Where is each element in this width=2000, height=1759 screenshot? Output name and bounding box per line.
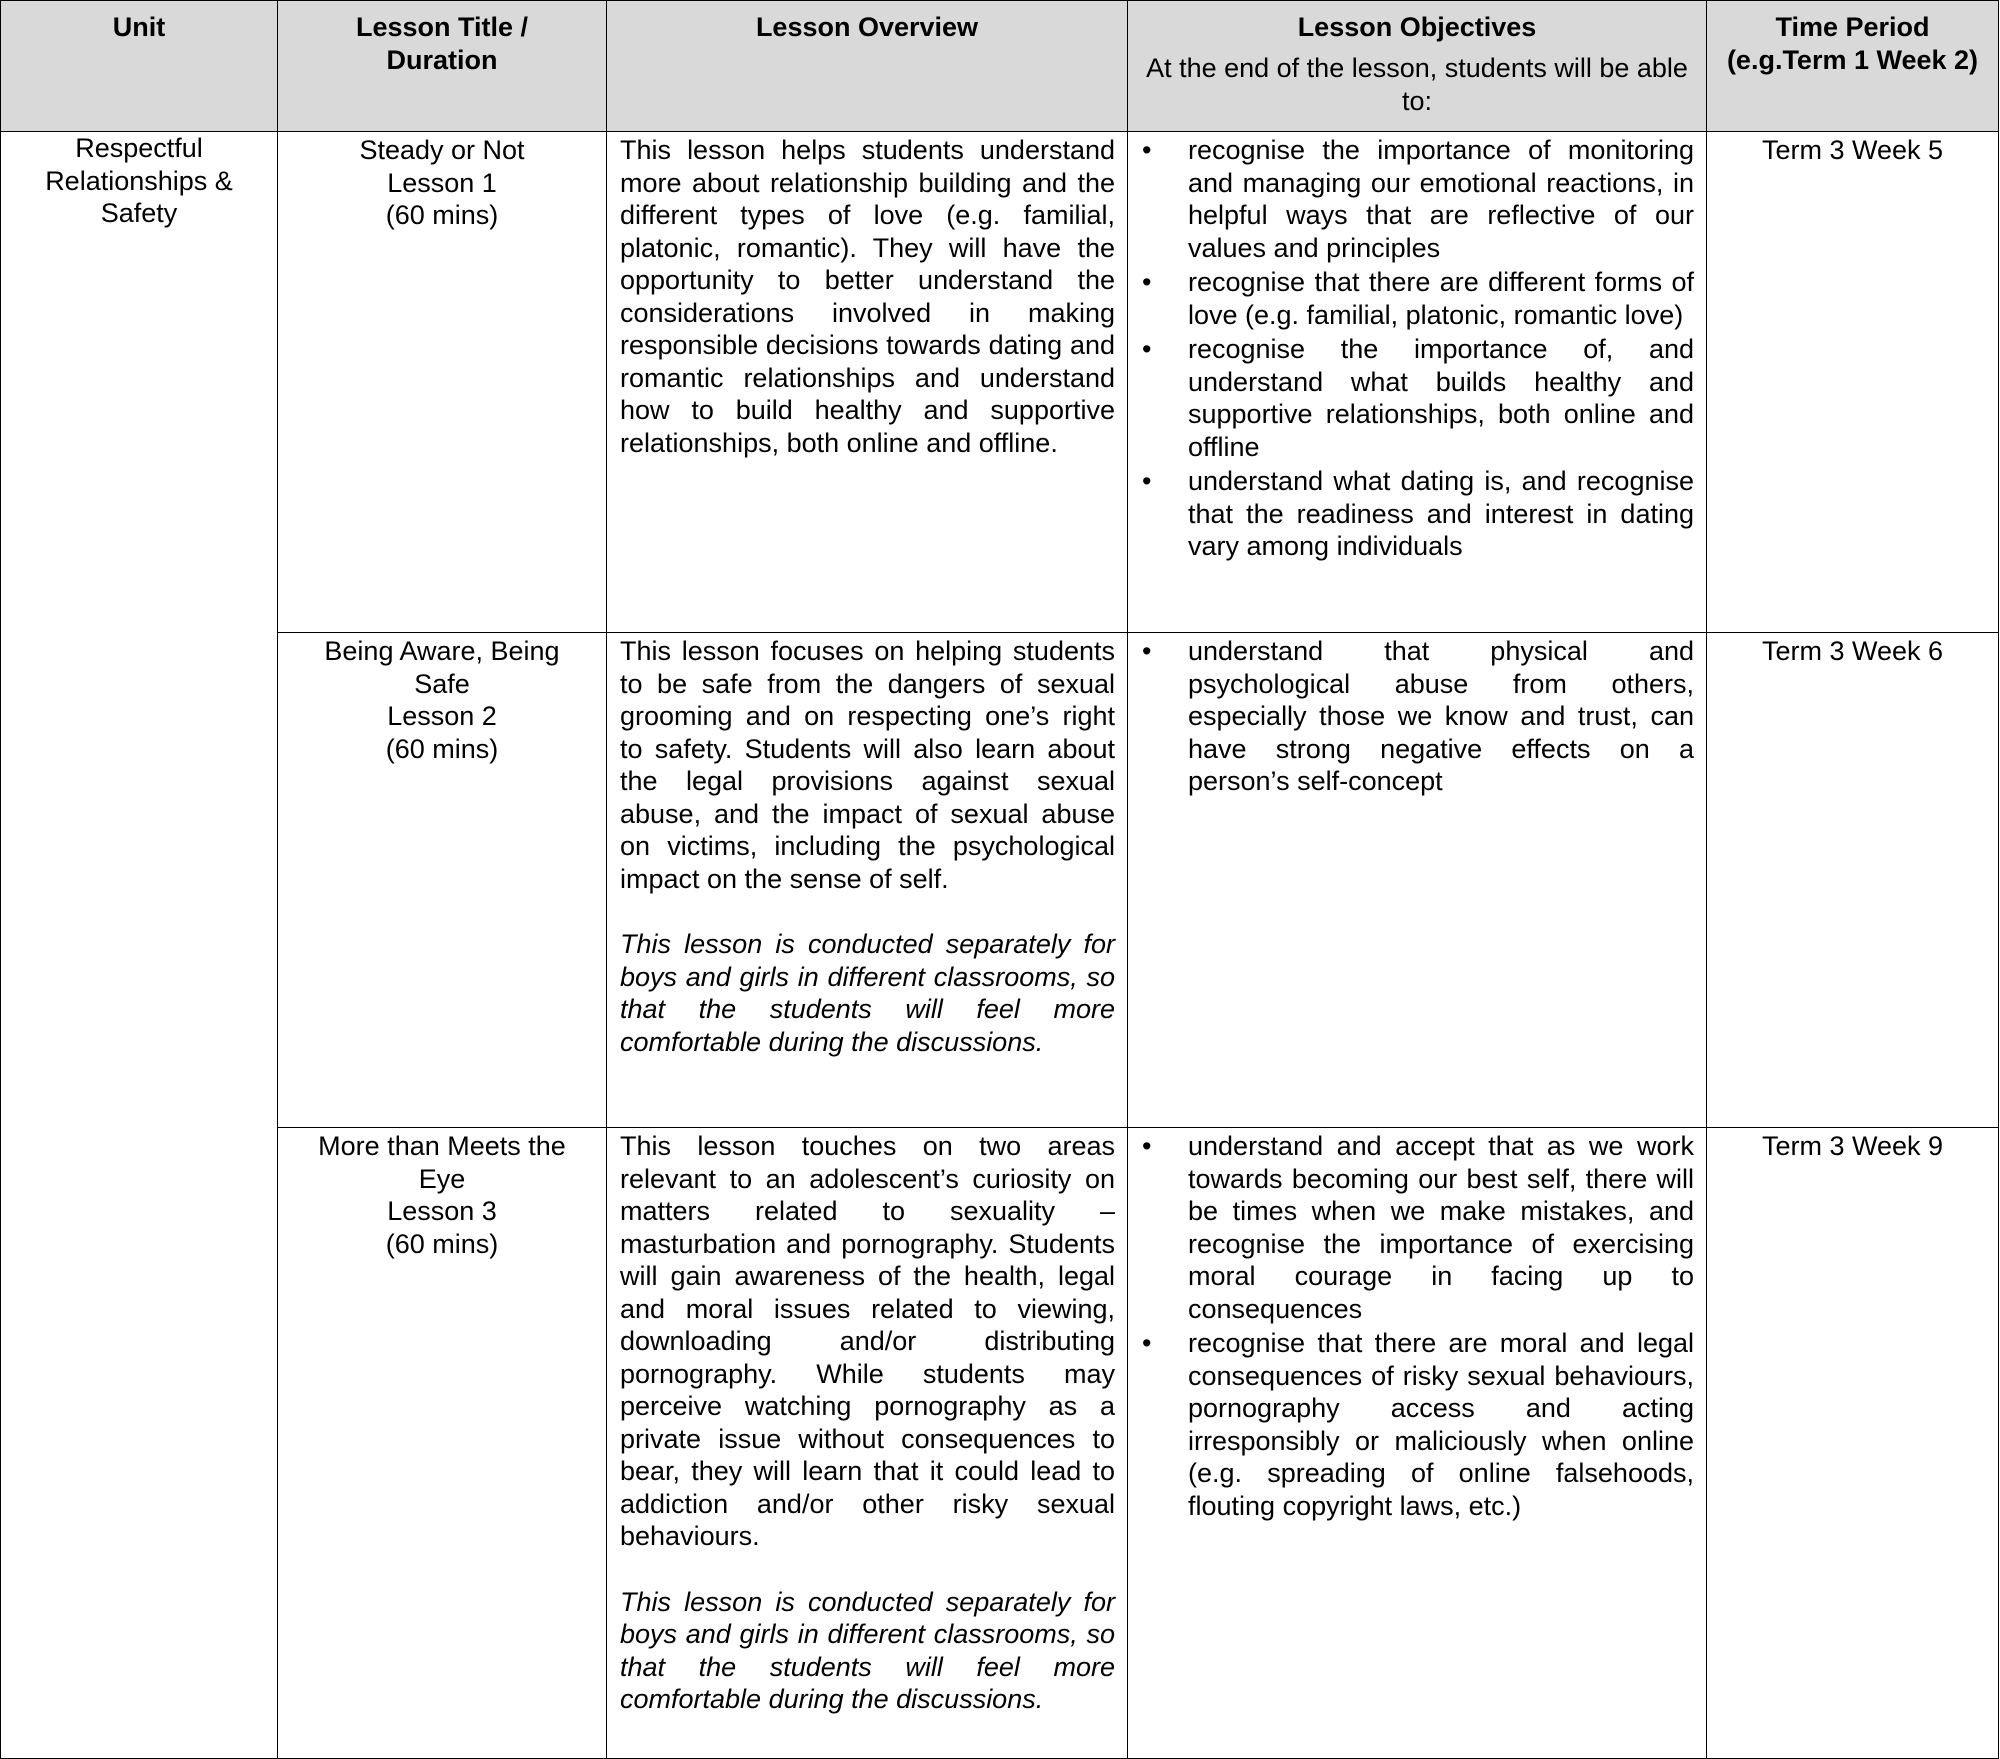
time-period-cell (1707, 1128, 1999, 1759)
bullet-icon: • (1142, 1328, 1152, 1358)
header-row (1, 1, 1999, 132)
lesson-overview-text: This lesson helps students understand more about relationship building and the different types of love (e.g. familial, platonic, romantic). They will have the opportunity to better understand the considerations involved in making responsible decisions towards dating and romantic relationships and understand how to build healthy and supportive relationships, both online and offline. (620, 135, 1115, 458)
header-lesson-title (278, 1, 607, 132)
lesson-overview-text: This lesson focuses on helping students to be safe from the dangers of sexual grooming and on respecting one’s right to safety. Students will also learn about the legal provisions against sexual abuse, and the impact of sexual abuse on victims, including the psychological impact on the sense of self. (620, 636, 1115, 894)
header-unit (1, 1, 278, 132)
unit-line3: Safety (100, 198, 178, 228)
lesson-title-line: Being Aware, Being (324, 636, 560, 666)
table-header (1, 1, 1999, 132)
table-body (1, 132, 1999, 1759)
lesson-title-line: Lesson 2 (387, 701, 497, 731)
header-title-line2: Duration (386, 44, 498, 75)
objectives-list (1140, 134, 1694, 563)
lesson-title-line: More than Meets the (318, 1131, 566, 1161)
lesson-overview-note: This lesson is conducted separately for boys and girls in different classrooms, so that the students will feel more comfortable during the discussions. (620, 1586, 1115, 1714)
lesson-duration: (60 mins) (385, 200, 499, 230)
lesson-overview-note: This lesson is conducted separately for boys and girls in different classrooms, so that the students will feel more comfortable during the discussions. (620, 929, 1115, 1057)
objective-text: understand and accept that as we work towards becoming our best self, there will be times when we make mistakes, and recognise the importance of exercising moral courage in facing up to consequences (1188, 1131, 1694, 1324)
lesson-duration: (60 mins) (385, 1228, 499, 1259)
objective-text: understand that physical and psychological abuse from others, especially those we know and trust, can have strong negative effects on a person’s self-concept (1188, 636, 1694, 796)
lesson-title-line: Eye (418, 1163, 466, 1194)
objective-item (1140, 134, 1694, 264)
header-title-line1: Lesson Title / (355, 12, 529, 42)
table-row (1, 633, 1999, 1128)
header-unit-label: Unit (112, 12, 166, 42)
bullet-icon: • (1142, 466, 1152, 496)
time-period-cell (1707, 132, 1999, 633)
lesson-objectives-cell (1128, 132, 1707, 633)
time-period-text: Term 3 Week 9 (1761, 1131, 1944, 1161)
table-row (1, 132, 1999, 633)
objective-text: recognise the importance of, and understand what builds healthy and supportive relationships, both online and offline (1188, 334, 1694, 462)
lesson-objectives-cell (1128, 633, 1707, 1128)
objective-item (1140, 465, 1694, 563)
objective-item (1140, 1327, 1694, 1522)
header-time-period (1707, 1, 1999, 132)
lesson-title-cell (278, 633, 607, 1128)
lesson-title-cell (278, 1128, 607, 1759)
table-row (1, 1128, 1999, 1759)
bullet-icon: • (1142, 135, 1152, 165)
lesson-overview-cell (607, 633, 1128, 1128)
bullet-icon: • (1142, 267, 1152, 297)
objective-text: understand what dating is, and recognise that the readiness and interest in dating vary among individuals (1188, 466, 1694, 561)
header-objectives-label: Lesson Objectives (1297, 12, 1537, 42)
unit-line1: Respectful (75, 133, 203, 163)
objective-text: recognise that there are different forms of love (e.g. familial, platonic, romantic love) (1188, 267, 1694, 330)
lesson-title-line: Lesson 1 (387, 167, 497, 198)
objective-item (1140, 333, 1694, 463)
lesson-title-line: Lesson 3 (387, 1196, 497, 1226)
lesson-duration: (60 mins) (385, 733, 499, 764)
objective-item (1140, 266, 1694, 331)
objective-item (1140, 635, 1694, 798)
lesson-objectives-cell (1128, 1128, 1707, 1759)
header-time-line2: (e.g.Term 1 Week 2) (1726, 44, 1979, 75)
lesson-title-line: Steady or Not (359, 135, 525, 165)
bullet-icon: • (1142, 1131, 1152, 1161)
lesson-overview-cell (607, 132, 1128, 633)
header-overview-label: Lesson Overview (755, 12, 979, 42)
time-period-text: Term 3 Week 5 (1761, 135, 1944, 165)
lesson-overview-text: This lesson touches on two areas relevant to an adolescent’s curiosity on matters related to sexuality – masturbation and pornography. Students will gain awareness of the health, legal and moral issues related to viewing, downloading and/or distributing pornography. While students may perceive watching pornography as a private issue without consequences to bear, they will learn that it could lead to addiction and/or other risky sexual behaviours. (620, 1131, 1115, 1551)
header-time-line1: Time Period (1775, 12, 1930, 42)
header-lesson-overview (607, 1, 1128, 132)
time-period-cell (1707, 633, 1999, 1128)
unit-cell (1, 132, 278, 1759)
bullet-icon: • (1142, 636, 1152, 666)
objectives-list (1140, 635, 1694, 798)
objective-text: recognise that there are moral and legal consequences of risky sexual behaviours, pornography access and acting irresponsibly or maliciously when online (e.g. spreading of online falsehoods, flouting copyright laws, etc.) (1188, 1328, 1694, 1521)
time-period-text: Term 3 Week 6 (1761, 636, 1944, 666)
objective-item (1140, 1130, 1694, 1325)
lesson-title-line: Safe (414, 668, 470, 699)
unit-line2: Relationships & (45, 165, 233, 196)
objective-text: recognise the importance of monitoring and managing our emotional reactions, in helpful ways that are reflective of our values and principles (1188, 135, 1694, 263)
lesson-overview-cell (607, 1128, 1128, 1759)
objectives-list (1140, 1130, 1694, 1522)
bullet-icon: • (1142, 334, 1152, 364)
lesson-title-cell (278, 132, 607, 633)
header-objectives-sub: At the end of the lesson, students will be able to: (1146, 52, 1688, 116)
header-lesson-objectives (1128, 1, 1707, 132)
